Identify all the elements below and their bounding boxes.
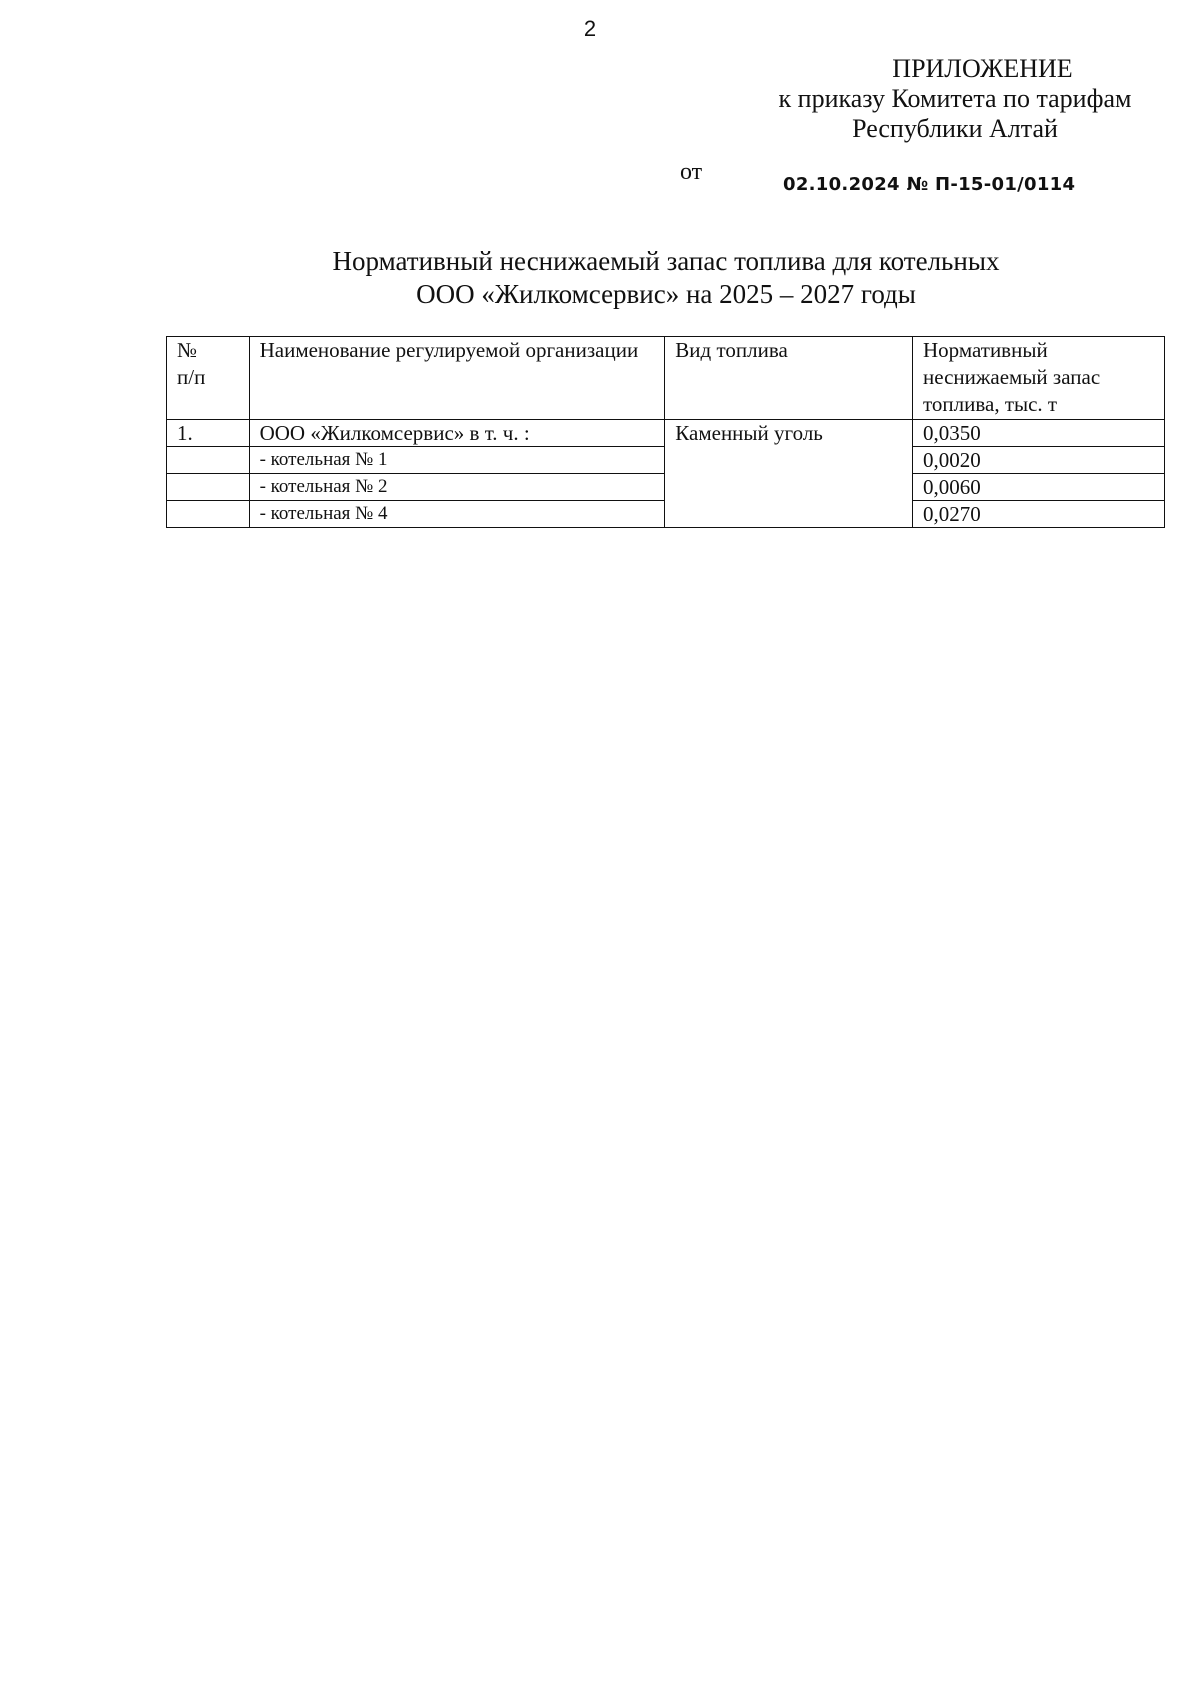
appendix-line-1: к приказу Комитета по тарифам bbox=[778, 84, 1132, 113]
appendix-block bbox=[700, 54, 1200, 144]
header-norm-reserve: Нормативный неснижаемый запас топлива, тыс. т bbox=[913, 337, 1165, 420]
row-organization: ООО «Жилкомсервис» в т. ч. : bbox=[249, 420, 665, 447]
row-num bbox=[167, 501, 250, 528]
row-norm-value: 0,0020 bbox=[913, 447, 1165, 474]
order-from-label: от bbox=[680, 159, 703, 185]
document-title bbox=[166, 245, 1166, 311]
row-boiler: - котельная № 1 bbox=[249, 447, 665, 474]
header-num-line-1: № bbox=[177, 338, 198, 362]
row-boiler: - котельная № 2 bbox=[249, 474, 665, 501]
fuel-type-cell: Каменный уголь bbox=[665, 420, 913, 528]
header-num bbox=[167, 337, 250, 420]
table-header-row bbox=[167, 337, 1165, 420]
row-norm-value: 0,0060 bbox=[913, 474, 1165, 501]
order-date-number: 02.10.2024 № П-15-01/0114 bbox=[783, 174, 1076, 195]
document-title-line-1: Нормативный неснижаемый запас топлива для котельных bbox=[332, 246, 1000, 276]
header-organization: Наименование регулируемой организации bbox=[249, 337, 665, 420]
row-norm-value: 0,0270 bbox=[913, 501, 1165, 528]
page-number: 2 bbox=[583, 16, 597, 41]
appendix-title: ПРИЛОЖЕНИЕ bbox=[892, 54, 1073, 83]
fuel-reserve-table bbox=[166, 336, 1165, 528]
row-num bbox=[167, 474, 250, 501]
row-boiler: - котельная № 4 bbox=[249, 501, 665, 528]
header-num-line-2: п/п bbox=[177, 365, 206, 389]
table-row bbox=[167, 420, 1165, 447]
header-fuel-type: Вид топлива bbox=[665, 337, 913, 420]
document-title-line-2: ООО «Жилкомсервис» на 2025 – 2027 годы bbox=[416, 279, 916, 309]
row-norm-value: 0,0350 bbox=[913, 420, 1165, 447]
appendix-line-2: Республики Алтай bbox=[852, 114, 1058, 143]
row-num: 1. bbox=[167, 420, 250, 447]
row-num bbox=[167, 447, 250, 474]
